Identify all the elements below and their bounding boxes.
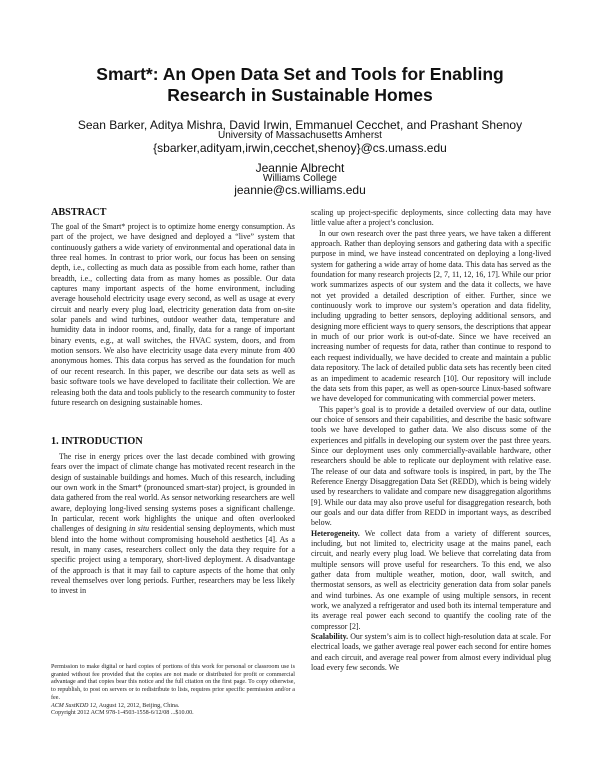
paper-title	[40, 64, 560, 106]
heterogeneity-paragraph	[311, 529, 551, 632]
introduction-heading: 1. INTRODUCTION	[51, 436, 143, 447]
copyright-line: Copyright 2012 ACM 978-1-4503-1558-6/12/08 ...$10.00.	[51, 710, 194, 717]
intro-text-part-1: The rise in energy prices over the last decade combined with growing fears over the impact of climate change has motivated recent research in the design of sustainable buildings and homes. Much of this research, including our own work in the Smart* (pronounced smart-star) project, is grounded in data gathered from the real world. As sensor networking researchers are well aware, deploying long-lived sensing systems poses a significant challenge. In particular, recent work highlights the unique and often overlooked challenges of designing	[51, 452, 295, 534]
author-email-williams: jeannie@cs.williams.edu	[234, 183, 366, 197]
scalability-text: Our system’s aim is to collect high-resolution data at scale. For electrical loads, we gather average real power each second for entire homes and each circuit, and average real power from almost every individual plug load every few seconds. We	[311, 632, 551, 673]
author-affiliation-umass: University of Massachusetts Amherst	[218, 130, 382, 141]
intro-emphasis: in situ	[129, 524, 150, 534]
abstract-heading: ABSTRACT	[51, 207, 107, 218]
permission-notice	[51, 664, 295, 718]
abstract-body	[51, 222, 295, 408]
heterogeneity-run-in-heading: Heterogeneity.	[311, 528, 360, 538]
right-paragraph-3: This paper’s goal is to provide a detailed overview of our data, outline our choice of sensors and their capabilities, and describe the basic software tools we have developed to gather data. We also discuss some of the experiences and pitfalls in developing our system over the past three years. Since our deployment uses only commercially-available hardware, other researchers should be able to replicate our deployment with relative ease. The release of our data and software tools is inspired, in part, by the The Reference Energy Disaggregation Data Set (REDD), which is being widely used by researchers to validate and compare new disaggregation algorithms [9]. While our data may also prove useful for disaggregation research, both our goals and our data differ from REDD in important ways, as described below.	[311, 404, 551, 528]
title-line-1: Smart*: An Open Data Set and Tools for Enabling	[96, 64, 504, 84]
author-name-williams: Jeannie Albrecht	[255, 161, 345, 175]
intro-text-part-2: residential sensing deployments, which must blend into the home without compromising household aesthetics [4]. As a result, in many cases, researchers collect only the data they require for a specific project using a temporary, short-lived deployment. A disadvantage of the approach is that it may fail to capture aspects of the home that only reveal themselves over long periods. Further, researchers may be less likely to invest in	[51, 524, 295, 596]
heterogeneity-text: We collect data from a variety of different sources, including, but not limited to, electricity usage at the mains panel, each circuit, and nearly every plug load. We believe that correlating data from multiple sensors will prove useful for researchers. To this end, we also gather data from multiple weather, motion, door, wall switch, and thermostat sensors, as well as electricity generation data from solar panels and wind turbines. As one example of using multiple sensors, in recent work, we analyzed a refrigerator and used both its internal temperature and its average real power each second to quantify the cooling rate of the compressor [2].	[311, 528, 551, 631]
title-line-2: Research in Sustainable Homes	[167, 85, 433, 105]
right-paragraph-1: scaling up project-specific deployments, since collecting data may have little value after a project’s conclusion.	[311, 208, 551, 228]
author-emails-umass: {sbarker,adityam,irwin,cecchet,shenoy}@cs.umass.edu	[153, 141, 447, 155]
scalability-paragraph	[311, 632, 551, 673]
right-column	[311, 208, 551, 673]
scalability-run-in-heading: Scalability.	[311, 632, 349, 642]
permission-text: Permission to make digital or hard copies of portions of this work for personal or classroom use is granted without fee provided that the copies are not made or distributed for profit or commercial advantage and that copies bear this notice and the full citation on the first page. To copy otherwise, to republish, to post on servers or to redistribute to lists, requires prior specific permission and/or a fee.	[51, 664, 295, 701]
author-affiliation-williams: Williams College	[263, 173, 337, 184]
abstract-text: The goal of the Smart* project is to optimize home energy consumption. As part of the project, we have designed and deployed a “live” system that continuously gathers a wide variety of environmental and operational data in three real homes. In contrast to prior work, our focus has been on sensing depth, i.e., collecting as much data as possible from each home, rather than breadth, i.e., collecting data from as many homes as possible. Our data captures many important aspects of the home environment, including average household electricity usage every second, as well as usage at every circuit and nearly every plug load, electricity generation data from on-site solar panels and wind turbines, outdoor weather data, temperature and humidity data in indoor rooms, and, finally, data for a range of important binary events, e.g., at wall switches, the HVAC system, doors, and from motion sensors. We also have electricity usage data every minute from 400 anonymous homes. This data corpus has served as the foundation for much of our recent research. In this paper, we describe our data sets as well as basic software tools we have developed to facilitate their collection. We are releasing both the data and tools publicly to the research community to foster future research on designing sustainable homes.	[51, 222, 295, 407]
introduction-body	[51, 452, 295, 597]
venue-name: ACM SustKDD 12,	[51, 702, 98, 709]
introduction-paragraph-1	[51, 452, 295, 597]
author-names: Sean Barker, Aditya Mishra, David Irwin, Emmanuel Cecchet, and Prashant Shenoy	[77, 118, 523, 132]
right-paragraph-2: In our own research over the past three years, we have taken a different approach. Rather than deploying sensors and gathering data with a specific purpose in mind, we have instead concentrated on deploying a long-lived system for gathering a wide array of home data. This data has served as the foundation for many research projects [2, 7, 11, 12, 16, 17]. While our prior work summarizes aspects of our system and the data it collects, we have not yet provided a detailed description of either. Further, since we continuously work to improve our system’s operation and data fidelity, including upgrading to better sensors, deploying additional sensors, and designing more efficient ways to query sensors, the descriptions that appear in much of our prior work is out-of-date. Since we have received an increasing number of requests for data, rather than continue to respond to each request individually, we have decided to create and maintain a public data repository. The lack of detailed public data sets has recently been cited as an impediment to academic research [10]. Our repository will include the data sets from this paper, as well as open-source Linux-based software we have developed for communicating with commercial power meters.	[311, 228, 551, 404]
venue-details: August 12, 2012, Beijing, China.	[97, 702, 180, 709]
